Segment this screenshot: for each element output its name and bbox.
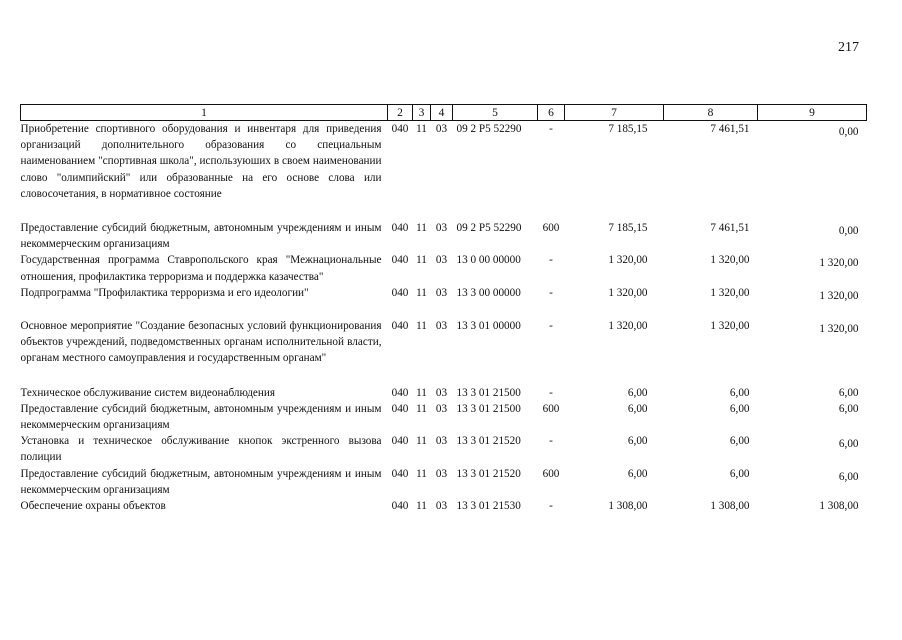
row-name: Государственная программа Ставропольского края "Межнациональные отношения, профилактика терроризма и поддержка казачества": [20, 254, 382, 283]
row-code-expense-type: -: [549, 320, 553, 333]
row-amount-col9: 1 320,00: [819, 323, 859, 336]
row-code-section: 11: [416, 386, 427, 399]
row-code-target: 13 3 01 21500: [456, 386, 521, 399]
row-name: Техническое обслуживание систем видеонаблюдения: [20, 386, 276, 399]
row-amount-col9: 1 320,00: [819, 257, 859, 270]
row-code-ministry: 040: [391, 402, 409, 415]
row-amount-col9: 0,00: [838, 225, 859, 238]
row-code-ministry: 040: [391, 500, 409, 513]
row-code-section: 11: [416, 254, 427, 267]
row-amount-col7: 1 320,00: [608, 320, 648, 333]
row-code-expense-type: -: [549, 500, 553, 513]
row-code-ministry: 040: [391, 254, 409, 267]
row-code-target: 09 2 P5 52290: [456, 123, 522, 135]
row-amount-col8: 6,00: [729, 402, 750, 415]
row-amount-col8: 7 461,51: [710, 123, 750, 135]
row-amount-col7: 7 185,15: [608, 222, 648, 235]
header-col-8: 8: [664, 105, 758, 121]
page-number: 217: [838, 40, 859, 55]
row-amount-col7: 6,00: [627, 435, 648, 448]
row-code-target: 13 3 01 21520: [456, 467, 521, 480]
row-code-subsection: 03: [435, 254, 448, 267]
row-code-target: 13 3 01 21530: [456, 500, 521, 513]
row-code-subsection: 03: [435, 500, 448, 513]
row-code-ministry: 040: [391, 320, 409, 333]
row-name: Основное мероприятие "Создание безопасных условий функционирования объектов учреждений, подведомственных органам исполнительной власти, органам местного самоуправления и государственным органам": [20, 320, 382, 365]
row-code-subsection: 03: [435, 386, 448, 399]
row-code-expense-type: -: [549, 123, 553, 135]
row-name: Приобретение спортивного оборудования и инвентаря для приведения организаций дополнительного образования со специальным наименованием "спортивная школа", используюших в своем наименовании слово "олимпийский" или образованные на его основе слова или словосочетания, в нормативное состояние: [20, 123, 382, 200]
row-amount-col9: 1 308,00: [819, 500, 859, 513]
row-amount-col7: 1 320,00: [608, 254, 648, 267]
row-code-subsection: 03: [435, 222, 448, 235]
row-code-subsection: 03: [435, 467, 448, 480]
row-amount-col7: 7 185,15: [608, 123, 648, 135]
table-row: [21, 285, 867, 318]
row-name: Установка и техническое обслуживание кнопок экстренного вызова полиции: [20, 435, 382, 464]
row-amount-col9: 6,00: [838, 402, 859, 415]
row-code-subsection: 03: [435, 123, 448, 135]
row-code-expense-type: -: [549, 254, 553, 267]
header-col-9: 9: [758, 105, 867, 121]
header-col-4: 4: [431, 105, 453, 121]
row-code-target: 13 3 01 00000: [456, 320, 521, 333]
row-code-expense-type: -: [549, 386, 553, 399]
row-code-subsection: 03: [435, 286, 448, 299]
header-col-2: 2: [388, 105, 413, 121]
row-amount-col8: 6,00: [729, 386, 750, 399]
table-row: [21, 220, 867, 252]
row-code-subsection: 03: [435, 320, 448, 333]
row-name: Предоставление субсидий бюджетным, автономным учреждениям и иным некоммерческим организациям: [20, 402, 382, 432]
row-code-target: 13 3 01 21520: [456, 435, 521, 448]
row-code-subsection: 03: [435, 402, 448, 415]
row-code-subsection: 03: [435, 435, 448, 448]
row-code-target: 13 3 01 21500: [456, 402, 521, 415]
row-name: Предоставление субсидий бюджетным, автономным учреждениям и иным некоммерческим организациям: [20, 467, 382, 496]
row-code-section: 11: [416, 435, 427, 448]
row-code-expense-type: 600: [542, 467, 560, 480]
row-code-section: 11: [416, 286, 427, 299]
row-amount-col7: 6,00: [627, 467, 648, 480]
row-code-target: 13 0 00 00000: [456, 254, 521, 267]
row-code-section: 11: [416, 402, 427, 415]
row-code-section: 11: [416, 320, 427, 333]
row-code-expense-type: 600: [542, 402, 560, 415]
row-amount-col8: 6,00: [729, 467, 750, 480]
table-row: [21, 401, 867, 433]
table-row: [21, 466, 867, 498]
header-col-3: 3: [413, 105, 431, 121]
row-name: Обеспечение охраны объектов: [20, 500, 166, 513]
row-amount-col7: 1 320,00: [608, 286, 648, 299]
row-amount-col8: 1 320,00: [710, 286, 750, 299]
row-amount-col8: 7 461,51: [710, 222, 750, 235]
row-code-expense-type: -: [549, 286, 553, 299]
table-row: [21, 318, 867, 385]
header-row: [21, 105, 867, 121]
row-code-expense-type: 600: [542, 222, 560, 235]
row-name: Подпрограмма "Профилактика терроризма и его идеологии": [20, 286, 309, 299]
row-amount-col9: 0,00: [838, 126, 859, 138]
row-code-target: 13 3 00 00000: [456, 286, 521, 299]
row-code-ministry: 040: [391, 286, 409, 299]
row-code-expense-type: -: [549, 435, 553, 448]
table-row: [21, 121, 867, 221]
row-code-section: 11: [416, 500, 427, 513]
row-amount-col9: 6,00: [838, 470, 859, 483]
header-col-6: 6: [538, 105, 565, 121]
table-row: [21, 385, 867, 401]
row-code-ministry: 040: [391, 123, 409, 135]
row-code-section: 11: [416, 222, 427, 235]
header-col-1: 1: [21, 105, 388, 121]
header-col-5: 5: [453, 105, 538, 121]
row-code-ministry: 040: [391, 435, 409, 448]
table-row: [21, 498, 867, 514]
table-row: [21, 252, 867, 284]
row-amount-col9: 1 320,00: [819, 289, 859, 302]
row-amount-col9: 6,00: [838, 438, 859, 451]
row-code-section: 11: [416, 123, 427, 135]
row-code-ministry: 040: [391, 467, 409, 480]
row-amount-col8: 6,00: [729, 435, 750, 448]
row-amount-col9: 6,00: [838, 386, 859, 399]
row-code-ministry: 040: [391, 222, 409, 235]
row-name: Предоставление субсидий бюджетным, автономным учреждениям и иным некоммерческим организациям: [20, 222, 382, 251]
row-amount-col8: 1 320,00: [710, 254, 750, 267]
row-amount-col7: 6,00: [627, 386, 648, 399]
table-row: [21, 433, 867, 465]
row-code-section: 11: [416, 467, 427, 480]
budget-table: [20, 104, 867, 514]
header-col-7: 7: [565, 105, 664, 121]
row-code-ministry: 040: [391, 386, 409, 399]
row-amount-col8: 1 308,00: [710, 500, 750, 513]
row-code-target: 09 2 P5 52290: [456, 222, 522, 235]
row-amount-col7: 1 308,00: [608, 500, 648, 513]
row-amount-col7: 6,00: [627, 402, 648, 415]
row-amount-col8: 1 320,00: [710, 320, 750, 333]
